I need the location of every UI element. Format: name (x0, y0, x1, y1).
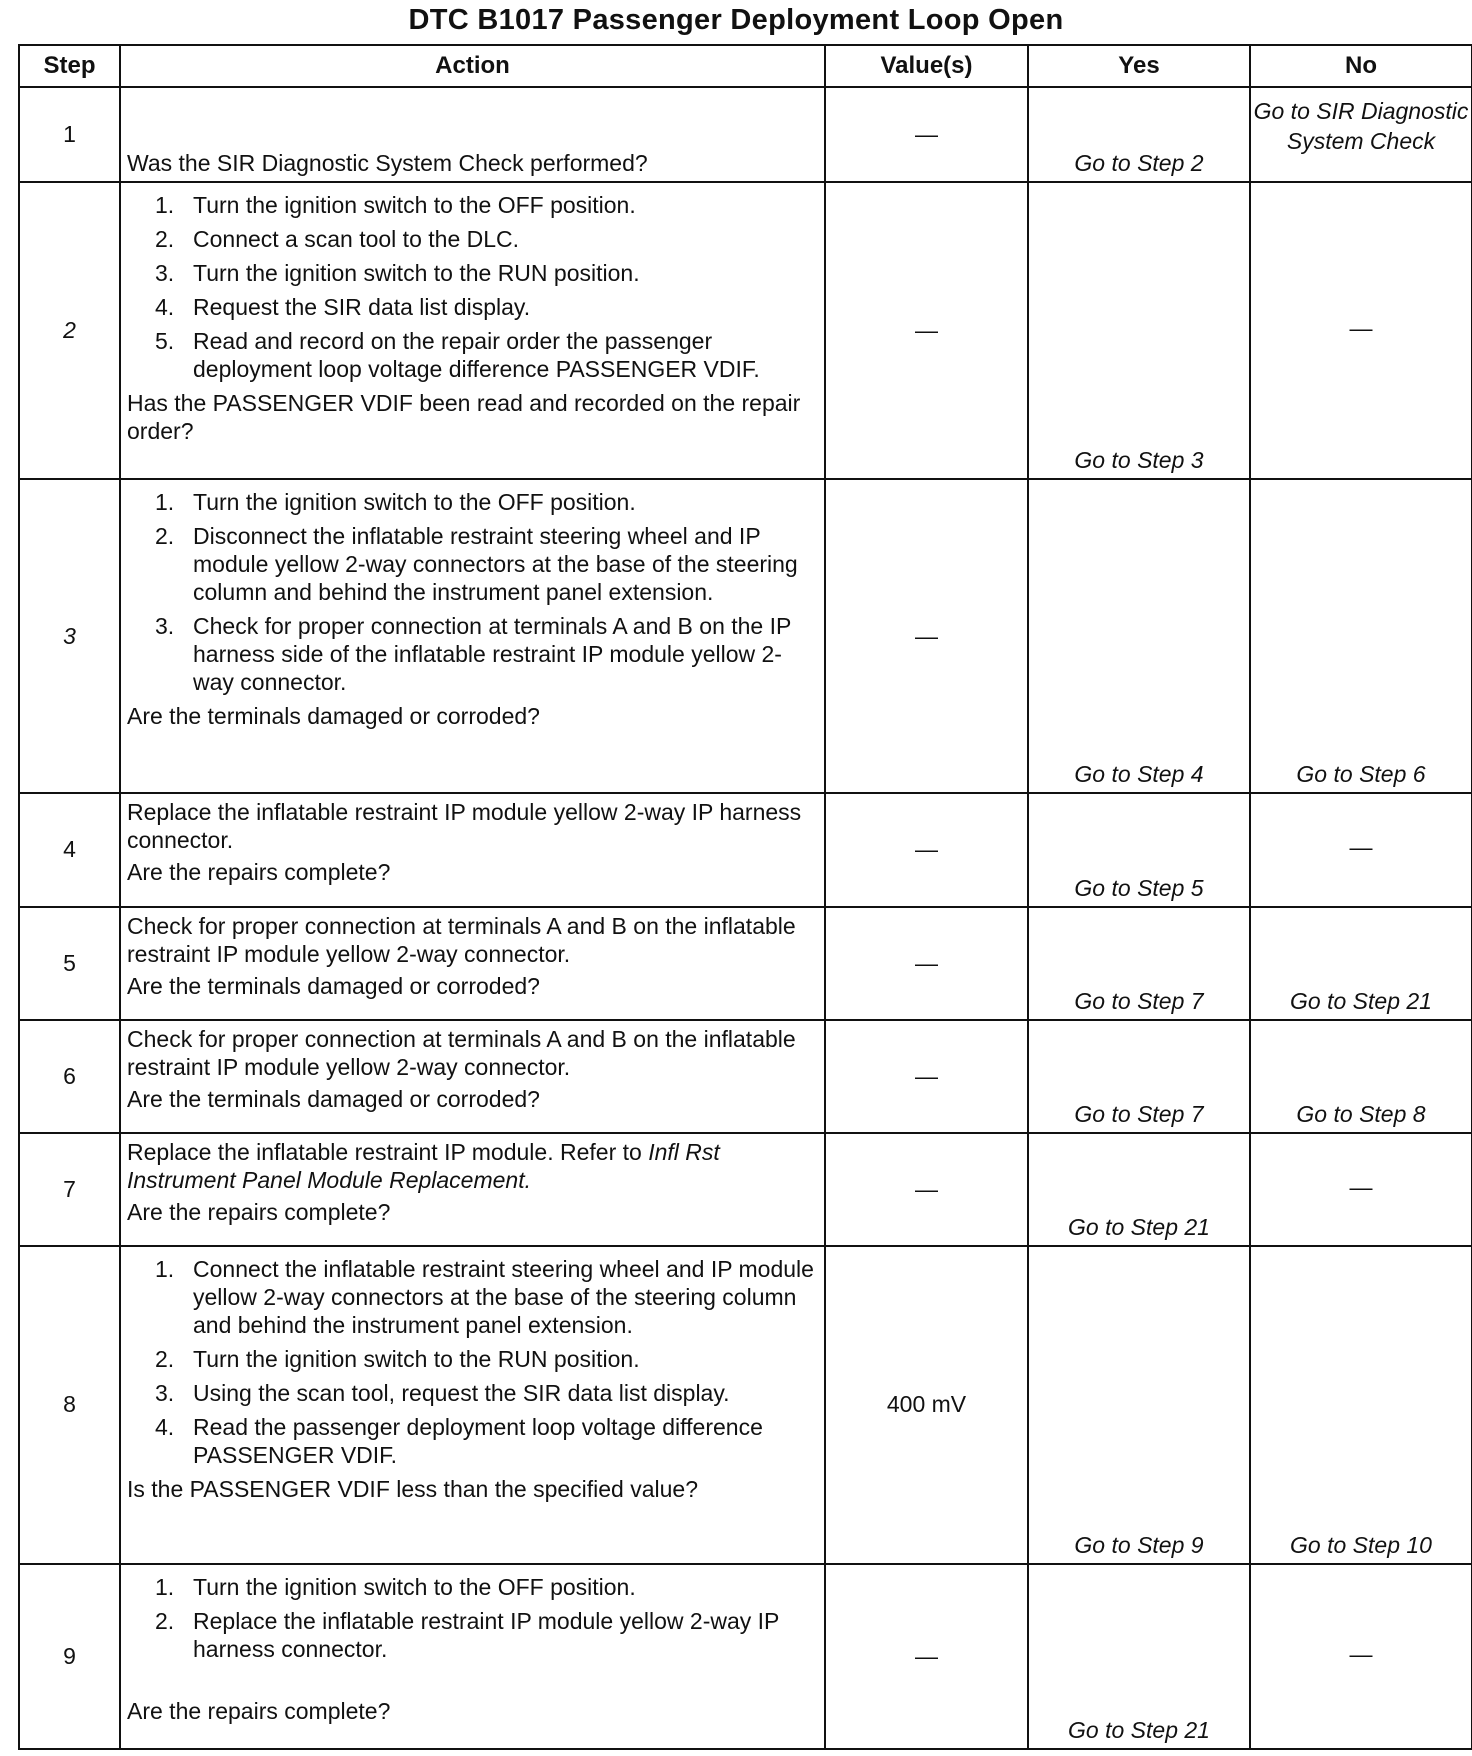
step-number: 8 (19, 1246, 120, 1564)
list-item: 1. Connect the inflatable restraint steering wheel and IP module yellow 2-way connectors at the base of the steering column and behind the instrument panel extension. (155, 1255, 814, 1338)
header-values: Value(s) (825, 45, 1028, 87)
action-question: Are the terminals damaged or corroded? (127, 972, 540, 999)
action-cell (120, 1020, 825, 1133)
value-cell: — (825, 87, 1028, 182)
list-item: 5. Read and record on the repair order the passenger deployment loop voltage difference PASSENGER VDIF. (155, 327, 760, 382)
list-item: 3. Using the scan tool, request the SIR data list display. (155, 1379, 730, 1406)
table-row (19, 1564, 1472, 1749)
table-row (19, 479, 1472, 792)
step-number: 9 (19, 1564, 120, 1749)
step-number: 4 (19, 793, 120, 907)
action-cell (120, 1246, 825, 1564)
action-cell (120, 182, 825, 480)
page-title: DTC B1017 Passenger Deployment Loop Open (408, 4, 1064, 36)
no-cell: Go to Step 6 (1250, 479, 1472, 792)
list-item: 3. Check for proper connection at terminals A and B on the IP harness side of the inflatable restraint IP module yellow 2-way connector. (155, 613, 791, 696)
value-cell: — (825, 793, 1028, 907)
no-cell (1250, 87, 1472, 182)
yes-cell: Go to Step 2 (1028, 87, 1250, 182)
yes-cell: Go to Step 7 (1028, 1020, 1250, 1133)
value-cell: — (825, 182, 1028, 480)
action-question: Are the repairs complete? (127, 1198, 391, 1225)
value-cell: 400 mV (825, 1246, 1028, 1564)
value-cell: — (825, 1133, 1028, 1246)
table-row (19, 87, 1472, 182)
list-item: 2. Turn the ignition switch to the RUN position. (155, 1345, 640, 1372)
procedure-reference: Infl Rst Instrument Panel Module Replacement. (127, 1138, 720, 1193)
value-cell: — (825, 1020, 1028, 1133)
value-cell: — (825, 907, 1028, 1020)
action-list (127, 1573, 818, 1663)
table-row (19, 907, 1472, 1020)
no-reference: SIR Diagnostic System Check (1286, 98, 1469, 154)
action-text: Check for proper connection at terminals A and B on the inflatable restraint IP module yellow 2-way connector. (127, 1025, 796, 1080)
yes-cell: Go to Step 21 (1028, 1133, 1250, 1246)
header-action: Action (120, 45, 825, 87)
diagnostic-table (18, 44, 1472, 1750)
no-cell: — (1250, 793, 1472, 907)
no-prefix: Go to (1253, 98, 1310, 124)
step-number: 1 (19, 87, 120, 182)
action-list (127, 191, 818, 383)
yes-cell: Go to Step 9 (1028, 1246, 1250, 1564)
step-number: 3 (19, 479, 120, 792)
no-cell: — (1250, 182, 1472, 480)
table-row (19, 1133, 1472, 1246)
header-no: No (1250, 45, 1472, 87)
action-cell (120, 793, 825, 907)
header-row (19, 45, 1472, 87)
yes-cell: Go to Step 4 (1028, 479, 1250, 792)
list-item: 4. Read the passenger deployment loop voltage difference PASSENGER VDIF. (155, 1413, 763, 1468)
action-cell (120, 1133, 825, 1246)
list-item: 1. Turn the ignition switch to the OFF position. (155, 489, 636, 516)
action-question: Are the terminals damaged or corroded? (127, 703, 540, 730)
table-row (19, 793, 1472, 907)
action-question: Is the PASSENGER VDIF less than the specified value? (127, 1475, 699, 1502)
value-cell: — (825, 479, 1028, 792)
header-step: Step (19, 45, 120, 87)
step-number: 5 (19, 907, 120, 1020)
no-cell: — (1250, 1564, 1472, 1749)
list-item: 2. Disconnect the inflatable restraint steering wheel and IP module yellow 2-way connectors at the base of the steering column and behind the instrument panel extension. (155, 523, 798, 606)
list-item: 2. Connect a scan tool to the DLC. (155, 225, 520, 252)
action-text (127, 1138, 818, 1194)
table-row (19, 1020, 1472, 1133)
action-cell (120, 479, 825, 792)
action-text-prefix: Replace the inflatable restraint IP module. Refer to (127, 1138, 642, 1165)
table-row (19, 1246, 1472, 1564)
action-cell (120, 1564, 825, 1749)
list-item: 1. Turn the ignition switch to the OFF position. (155, 1574, 636, 1601)
no-cell: Go to Step 8 (1250, 1020, 1472, 1133)
step-number: 7 (19, 1133, 120, 1246)
action-list (127, 1255, 818, 1469)
yes-cell: Go to Step 21 (1028, 1564, 1250, 1749)
list-item: 4. Request the SIR data list display. (155, 293, 531, 320)
action-question: Are the repairs complete? (127, 1698, 391, 1725)
no-cell: — (1250, 1133, 1472, 1246)
yes-cell: Go to Step 5 (1028, 793, 1250, 907)
action-list (127, 488, 818, 696)
action-question: Was the SIR Diagnostic System Check performed? (127, 149, 648, 176)
yes-cell: Go to Step 3 (1028, 182, 1250, 480)
action-question: Has the PASSENGER VDIF been read and recorded on the repair order? (127, 389, 801, 444)
list-item: 2. Replace the inflatable restraint IP module yellow 2-way IP harness connector. (155, 1608, 779, 1663)
action-cell (120, 907, 825, 1020)
header-yes: Yes (1028, 45, 1250, 87)
yes-cell: Go to Step 7 (1028, 907, 1250, 1020)
list-item: 1. Turn the ignition switch to the OFF position. (155, 191, 636, 218)
value-cell: — (825, 1564, 1028, 1749)
list-item: 3. Turn the ignition switch to the RUN position. (155, 259, 640, 286)
action-text: Check for proper connection at terminals A and B on the inflatable restraint IP module yellow 2-way connector. (127, 912, 796, 967)
action-cell (120, 87, 825, 182)
action-question: Are the repairs complete? (127, 858, 391, 885)
step-number: 6 (19, 1020, 120, 1133)
no-cell: Go to Step 10 (1250, 1246, 1472, 1564)
table-row (19, 182, 1472, 480)
step-number: 2 (19, 182, 120, 480)
no-cell: Go to Step 21 (1250, 907, 1472, 1020)
action-text: Replace the inflatable restraint IP module yellow 2-way IP harness connector. (127, 798, 802, 853)
action-question: Are the terminals damaged or corroded? (127, 1085, 540, 1112)
